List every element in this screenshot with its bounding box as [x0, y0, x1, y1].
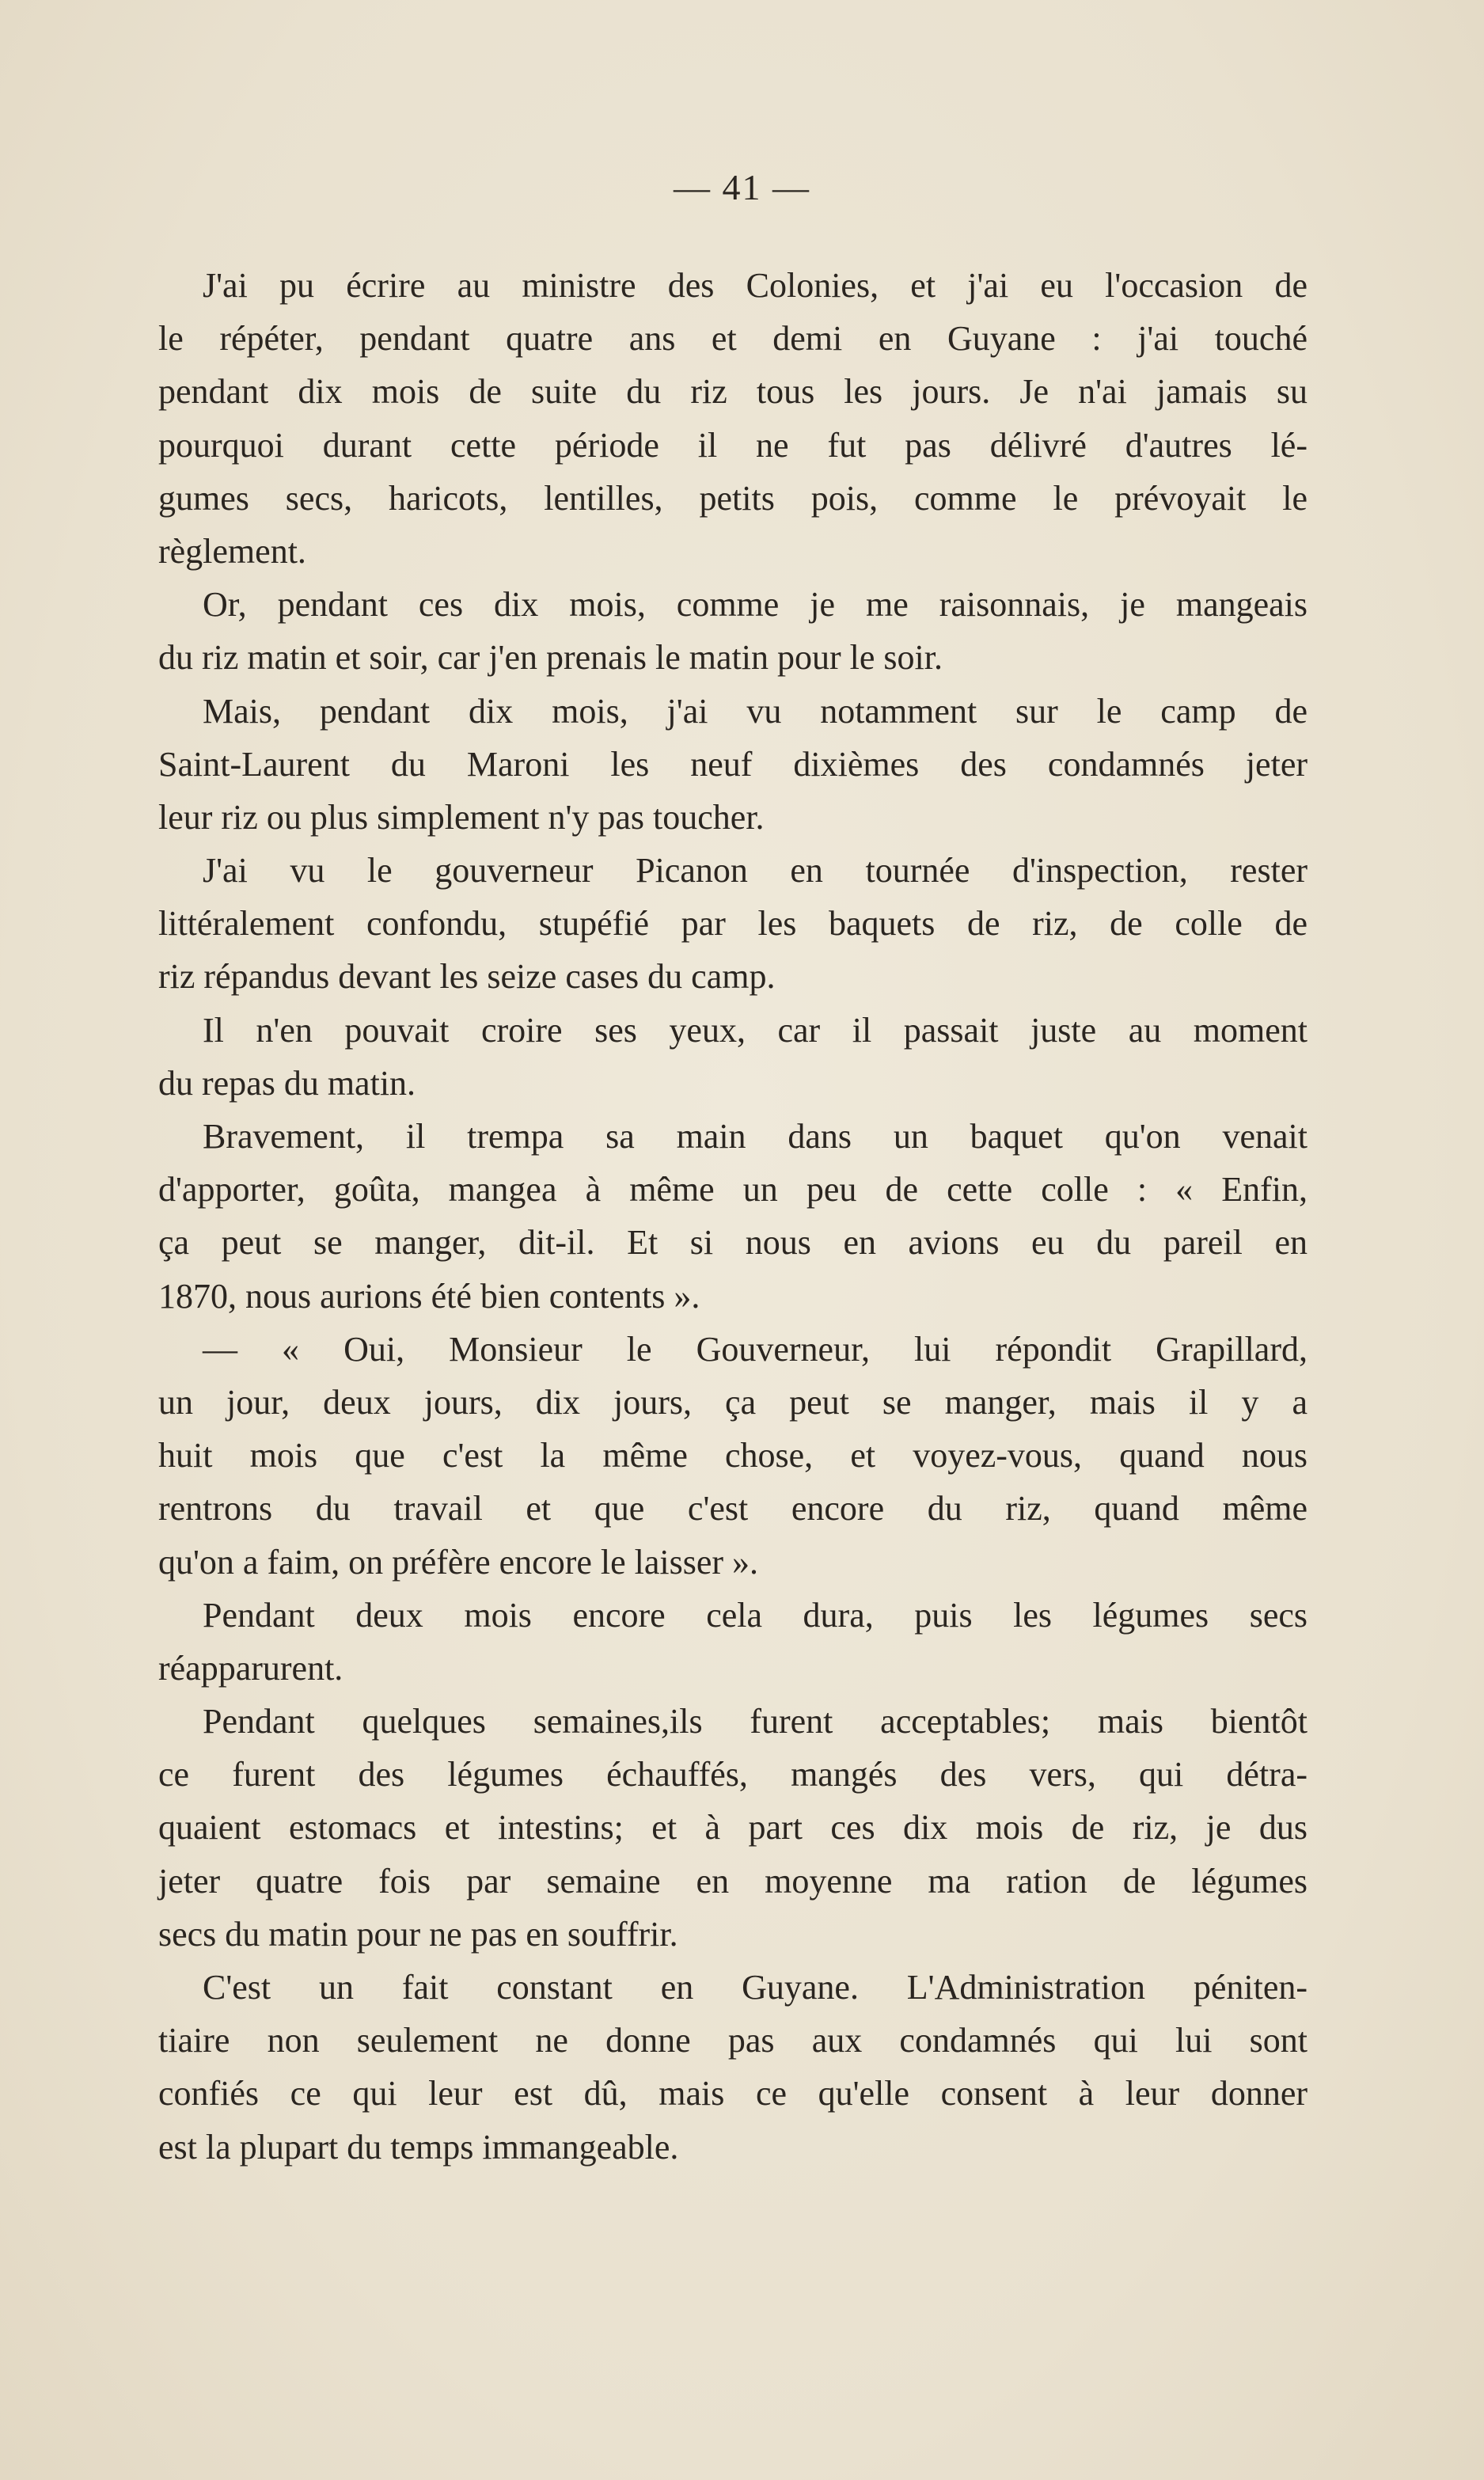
paragraph — [158, 1110, 1308, 1323]
text-line: secs du matin pour ne pas en souffrir. — [158, 1914, 678, 1954]
text-line: est la plupart du temps immangeable. — [158, 2127, 679, 2167]
text-line: tiaire non seulement ne donne pas aux condamnés qui lui sont — [158, 2021, 1308, 2060]
page-number: — 41 — — [674, 167, 810, 207]
text-line: Pendant quelques semaines,ils furent acceptables; mais bientôt — [203, 1702, 1308, 1741]
text-line: ça peut se manger, dit-il. Et si nous en avions eu du pareil en — [158, 1223, 1308, 1263]
text-line: un jour, deux jours, dix jours, ça peut se manger, mais il y a — [158, 1382, 1308, 1422]
paragraph — [158, 685, 1308, 845]
text-line: pourquoi durant cette période il ne fut pas délivré d'autres lé- — [158, 425, 1308, 465]
text-line: riz répandus devant les seize cases du camp. — [158, 957, 776, 997]
text-line: le répéter, pendant quatre ans et demi en Guyane : j'ai touché — [158, 319, 1308, 359]
paragraph — [158, 1323, 1308, 1589]
text-line: Pendant deux mois encore cela dura, puis les légumes secs — [203, 1595, 1308, 1635]
text-line: règlement. — [158, 531, 306, 571]
text-line: ce furent des légumes échauffés, mangés des vers, qui détra- — [158, 1755, 1308, 1794]
page-body-text — [158, 259, 1308, 2174]
text-line: Bravement, il trempa sa main dans un baquet qu'on venait — [203, 1117, 1308, 1156]
paragraph — [158, 1589, 1308, 1695]
paragraph — [158, 1004, 1308, 1110]
text-line: réapparurent. — [158, 1648, 343, 1688]
text-line: pendant dix mois de suite du riz tous les jours. Je n'ai jamais su — [158, 372, 1308, 412]
text-line: Il n'en pouvait croire ses yeux, car il passait juste au moment — [203, 1010, 1308, 1050]
text-line: du riz matin et soir, car j'en prenais le matin pour le soir. — [158, 638, 943, 678]
text-line: jeter quatre fois par semaine en moyenne ma ration de légumes — [158, 1861, 1308, 1901]
text-line: C'est un fait constant en Guyane. L'Administration péniten- — [203, 1968, 1308, 2007]
text-line: J'ai vu le gouverneur Picanon en tournée d'inspection, rester — [203, 851, 1308, 891]
text-line: — « Oui, Monsieur le Gouverneur, lui répondit Grapillard, — [203, 1329, 1308, 1369]
paragraph — [158, 259, 1308, 578]
paragraph — [158, 1695, 1308, 1961]
text-line: gumes secs, haricots, lentilles, petits pois, comme le prévoyait le — [158, 478, 1308, 518]
text-line: Mais, pendant dix mois, j'ai vu notamment sur le camp de — [203, 691, 1308, 731]
text-line: quaient estomacs et intestins; et à part ces dix mois de riz, je dus — [158, 1808, 1308, 1848]
text-line: d'apporter, goûta, mangea à même un peu de cette colle : « Enfin, — [158, 1170, 1308, 1210]
paragraph — [158, 578, 1308, 684]
text-line: Or, pendant ces dix mois, comme je me raisonnais, je mangeais — [203, 585, 1308, 625]
text-line: Saint-Laurent du Maroni les neuf dixièmes des condamnés jeter — [158, 744, 1308, 784]
text-line: leur riz ou plus simplement n'y pas toucher. — [158, 797, 765, 837]
paragraph — [158, 844, 1308, 1004]
text-line: rentrons du travail et que c'est encore du riz, quand même — [158, 1489, 1308, 1529]
text-line: huit mois que c'est la même chose, et voyez-vous, quand nous — [158, 1436, 1308, 1475]
text-line: littéralement confondu, stupéfié par les baquets de riz, de colle de — [158, 904, 1308, 944]
text-line: J'ai pu écrire au ministre des Colonies, et j'ai eu l'occasion de — [203, 266, 1308, 305]
text-line: du repas du matin. — [158, 1063, 416, 1103]
paragraph — [158, 1961, 1308, 2174]
text-line: qu'on a faim, on préfère encore le laisser ». — [158, 1542, 759, 1582]
text-line: 1870, nous aurions été bien contents ». — [158, 1276, 700, 1316]
text-line: confiés ce qui leur est dû, mais ce qu'elle consent à leur donner — [158, 2074, 1308, 2114]
